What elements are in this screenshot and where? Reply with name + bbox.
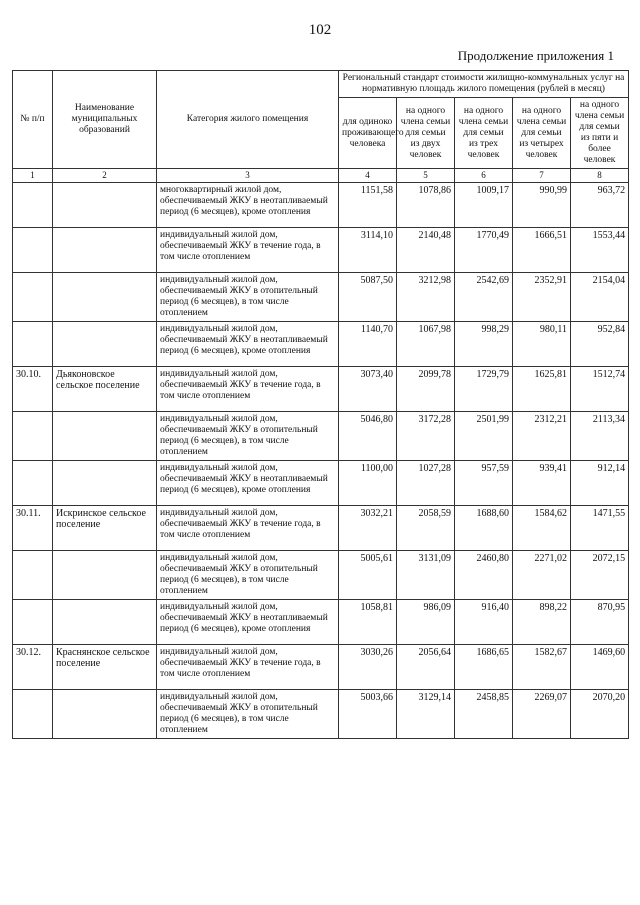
category-cell: индивидуальный жилой дом, обеспечиваемый ЖКУ в течение года, в том числе отоплением [157, 645, 339, 690]
category-cell: индивидуальный жилой дом, обеспечиваемый ЖКУ в отопительный период (6 месяцев), в том числе отоплением [157, 412, 339, 461]
municipality-cell: Искринское сельское поселение [53, 506, 157, 551]
table-row [13, 273, 629, 322]
municipality-cell [53, 183, 157, 228]
category-cell: индивидуальный жилой дом, обеспечиваемый ЖКУ в течение года, в том числе отоплением [157, 367, 339, 412]
row-number-cell [13, 412, 53, 461]
header-index-row [13, 169, 629, 183]
table-row [13, 690, 629, 739]
table-row [13, 600, 629, 645]
category-cell: индивидуальный жилой дом, обеспечиваемый ЖКУ в течение года, в том числе отоплением [157, 228, 339, 273]
value-cell: 2113,34 [571, 412, 629, 461]
category-cell: индивидуальный жилой дом, обеспечиваемый ЖКУ в отопительный период (6 месяцев), в том числе отоплением [157, 273, 339, 322]
value-cell: 1688,60 [455, 506, 513, 551]
value-cell: 963,72 [571, 183, 629, 228]
value-cell: 870,95 [571, 600, 629, 645]
header-sub-4: на одного члена семьи для семьи из четырех человек [513, 98, 571, 169]
header-row-1 [13, 71, 629, 98]
municipality-cell [53, 412, 157, 461]
header-index: 1 [13, 169, 53, 183]
table-row [13, 322, 629, 367]
value-cell: 1729,79 [455, 367, 513, 412]
value-cell: 2154,04 [571, 273, 629, 322]
header-sub-3: на одного члена семьи для семьи из трех человек [455, 98, 513, 169]
value-cell: 1553,44 [571, 228, 629, 273]
value-cell: 2070,20 [571, 690, 629, 739]
row-number-cell: 30.10. [13, 367, 53, 412]
value-cell: 1058,81 [339, 600, 397, 645]
value-cell: 2460,80 [455, 551, 513, 600]
value-cell: 2312,21 [513, 412, 571, 461]
value-cell: 3172,28 [397, 412, 455, 461]
value-cell: 3129,14 [397, 690, 455, 739]
table-row [13, 461, 629, 506]
value-cell: 3114,10 [339, 228, 397, 273]
municipality-cell: Дьяконовское сельское поселение [53, 367, 157, 412]
value-cell: 912,14 [571, 461, 629, 506]
category-cell: многоквартирный жилой дом, обеспечиваемый ЖКУ в неотапливаемый период (6 месяцев), кроме отопления [157, 183, 339, 228]
table-row [13, 645, 629, 690]
value-cell: 3131,09 [397, 551, 455, 600]
value-cell: 1151,58 [339, 183, 397, 228]
table-body [13, 183, 629, 739]
value-cell: 2056,64 [397, 645, 455, 690]
value-cell: 5003,66 [339, 690, 397, 739]
value-cell: 1100,00 [339, 461, 397, 506]
municipality-cell [53, 600, 157, 645]
value-cell: 957,59 [455, 461, 513, 506]
value-cell: 1140,70 [339, 322, 397, 367]
row-number-cell: 30.11. [13, 506, 53, 551]
value-cell: 1666,51 [513, 228, 571, 273]
header-sub-2: на одного члена семьи для семьи из двух человек [397, 98, 455, 169]
header-index: 7 [513, 169, 571, 183]
table-row [13, 506, 629, 551]
value-cell: 1009,17 [455, 183, 513, 228]
value-cell: 998,29 [455, 322, 513, 367]
value-cell: 2542,69 [455, 273, 513, 322]
value-cell: 939,41 [513, 461, 571, 506]
header-index: 6 [455, 169, 513, 183]
category-cell: индивидуальный жилой дом, обеспечиваемый ЖКУ в отопительный период (6 месяцев), в том числе отоплением [157, 551, 339, 600]
table-row [13, 228, 629, 273]
value-cell: 986,09 [397, 600, 455, 645]
value-cell: 898,22 [513, 600, 571, 645]
value-cell: 1625,81 [513, 367, 571, 412]
header-index: 2 [53, 169, 157, 183]
value-cell: 3030,26 [339, 645, 397, 690]
value-cell: 916,40 [455, 600, 513, 645]
value-cell: 1582,67 [513, 645, 571, 690]
header-group-title: Региональный стандарт стоимости жилищно-коммунальных услуг на нормативную площадь жилого помещения (рублей в месяц) [339, 71, 629, 98]
value-cell: 2271,02 [513, 551, 571, 600]
standard-cost-table-wrapper [12, 70, 628, 739]
value-cell: 1584,62 [513, 506, 571, 551]
municipality-cell [53, 551, 157, 600]
value-cell: 1078,86 [397, 183, 455, 228]
row-number-cell: 30.12. [13, 645, 53, 690]
category-cell: индивидуальный жилой дом, обеспечиваемый ЖКУ в неотапливаемый период (6 месяцев), кроме отопления [157, 461, 339, 506]
header-sub-1: для одиноко проживающего человека [339, 98, 397, 169]
page-number: 102 [308, 22, 332, 38]
appendix-caption: Продолжение приложения 1 [457, 48, 614, 63]
row-number-cell [13, 183, 53, 228]
table-row [13, 412, 629, 461]
value-cell: 1686,65 [455, 645, 513, 690]
municipality-cell [53, 322, 157, 367]
value-cell: 2458,85 [455, 690, 513, 739]
header-index: 8 [571, 169, 629, 183]
header-index: 4 [339, 169, 397, 183]
value-cell: 3212,98 [397, 273, 455, 322]
value-cell: 980,11 [513, 322, 571, 367]
value-cell: 1027,28 [397, 461, 455, 506]
header-category: Категория жилого помещения [157, 71, 339, 169]
value-cell: 2099,78 [397, 367, 455, 412]
municipality-cell [53, 690, 157, 739]
municipality-cell: Краснянское сельское поселение [53, 645, 157, 690]
value-cell: 5087,50 [339, 273, 397, 322]
value-cell: 2072,15 [571, 551, 629, 600]
value-cell: 3073,40 [339, 367, 397, 412]
header-sub-5: на одного члена семьи для семьи из пяти и более человек [571, 98, 629, 169]
value-cell: 5046,80 [339, 412, 397, 461]
value-cell: 2269,07 [513, 690, 571, 739]
municipality-cell [53, 461, 157, 506]
row-number-cell [13, 228, 53, 273]
value-cell: 1067,98 [397, 322, 455, 367]
category-cell: индивидуальный жилой дом, обеспечиваемый ЖКУ в неотапливаемый период (6 месяцев), кроме отопления [157, 600, 339, 645]
header-no: № п/п [13, 71, 53, 169]
row-number-cell [13, 322, 53, 367]
value-cell: 1512,74 [571, 367, 629, 412]
header-index: 3 [157, 169, 339, 183]
table-row [13, 183, 629, 228]
value-cell: 2352,91 [513, 273, 571, 322]
table-row [13, 367, 629, 412]
value-cell: 3032,21 [339, 506, 397, 551]
value-cell: 952,84 [571, 322, 629, 367]
standard-cost-table [12, 70, 629, 739]
value-cell: 990,99 [513, 183, 571, 228]
value-cell: 2140,48 [397, 228, 455, 273]
value-cell: 5005,61 [339, 551, 397, 600]
row-number-cell [13, 461, 53, 506]
value-cell: 1469,60 [571, 645, 629, 690]
category-cell: индивидуальный жилой дом, обеспечиваемый ЖКУ в течение года, в том числе отоплением [157, 506, 339, 551]
value-cell: 1471,55 [571, 506, 629, 551]
row-number-cell [13, 600, 53, 645]
value-cell: 1770,49 [455, 228, 513, 273]
header-index: 5 [397, 169, 455, 183]
value-cell: 2058,59 [397, 506, 455, 551]
category-cell: индивидуальный жилой дом, обеспечиваемый ЖКУ в неотапливаемый период (6 месяцев), кроме отопления [157, 322, 339, 367]
row-number-cell [13, 273, 53, 322]
table-row [13, 551, 629, 600]
category-cell: индивидуальный жилой дом, обеспечиваемый ЖКУ в отопительный период (6 месяцев), в том числе отоплением [157, 690, 339, 739]
municipality-cell [53, 228, 157, 273]
row-number-cell [13, 551, 53, 600]
header-municipality: Наименование муниципальных образований [53, 71, 157, 169]
value-cell: 2501,99 [455, 412, 513, 461]
row-number-cell [13, 690, 53, 739]
municipality-cell [53, 273, 157, 322]
